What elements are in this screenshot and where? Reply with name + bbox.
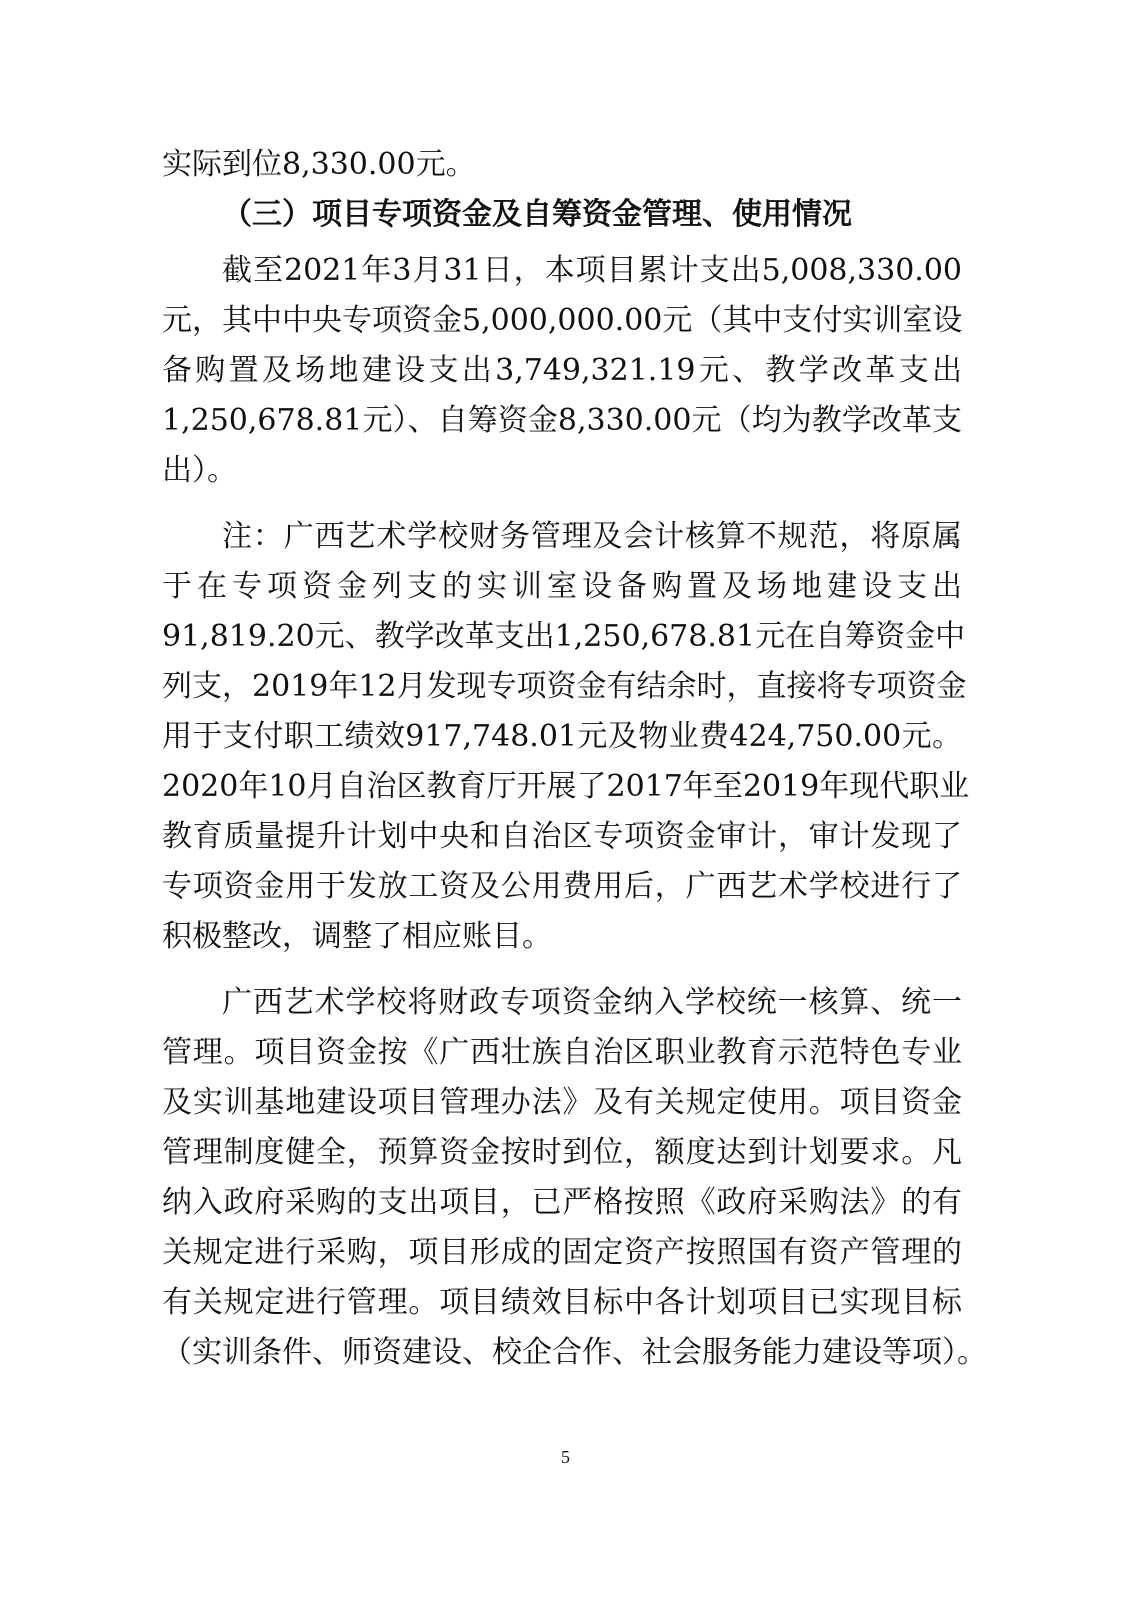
paragraph-line: 备购置及场地建设支出3,749,321.19元、教学改革支出 — [162, 353, 962, 388]
paragraph-line: 专项资金用于发放工资及公用费用后，广西艺术学校进行了 — [162, 869, 962, 904]
spacer — [162, 496, 962, 512]
document-page — [162, 140, 987, 1378]
paragraph-note — [162, 512, 970, 962]
paragraph-expenditure-summary — [162, 246, 962, 496]
paragraph-line: 广西艺术学校将财政专项资金纳入学校统一核算、统一 — [222, 985, 962, 1020]
paragraph-line: 元，其中中央专项资金5,000,000.00元（其中支付实训室设 — [162, 303, 963, 338]
paragraph-line: 出）。 — [162, 453, 237, 488]
spacer — [162, 962, 962, 978]
paragraph-line: 于在专项资金列支的实训室设备购置及场地建设支出 — [162, 569, 962, 604]
paragraph-line: 纳入政府采购的支出项目，已严格按照《政府采购法》的有 — [162, 1185, 962, 1220]
section-heading: （三）项目专项资金及自筹资金管理、使用情况 — [222, 197, 852, 232]
paragraph-line: 及实训基地建设项目管理办法》及有关规定使用。项目资金 — [162, 1085, 962, 1120]
paragraph-line: 积极整改，调整了相应账目。 — [162, 919, 552, 954]
paragraph-line: （实训条件、师资建设、校企合作、社会服务能力建设等项）。 — [162, 1335, 987, 1370]
paragraph-line: 注：广西艺术学校财务管理及会计核算不规范，将原属 — [222, 519, 962, 554]
paragraph-line: 91,819.20元、教学改革支出1,250,678.81元在自筹资金中 — [162, 619, 966, 654]
paragraph-line: 2020年10月自治区教育厅开展了2017年至2019年现代职业 — [162, 769, 970, 804]
paragraph-line: 管理。项目资金按《广西壮族自治区职业教育示范特色专业 — [162, 1035, 962, 1070]
paragraph-line: 关规定进行采购，项目形成的固定资产按照国有资产管理的 — [162, 1235, 962, 1270]
page-number: 5 — [561, 1447, 570, 1467]
paragraph-line: 有关规定进行管理。项目绩效目标中各计划项目已实现目标 — [162, 1285, 962, 1320]
intro-line: 实际到位8,330.00元。 — [162, 147, 476, 182]
paragraph-line: 用于支付职工绩效917,748.01元及物业费424,750.00元。 — [162, 719, 962, 754]
paragraph-line: 截至2021年3月31日，本项目累计支出5,008,330.00 — [222, 253, 962, 288]
paragraph-management — [162, 978, 987, 1378]
paragraph-line: 管理制度健全，预算资金按时到位，额度达到计划要求。凡 — [162, 1135, 962, 1170]
paragraph-line: 1,250,678.81元）、自筹资金8,330.00元（均为教学改革支 — [162, 403, 962, 438]
paragraph-line: 教育质量提升计划中央和自治区专项资金审计，审计发现了 — [162, 819, 962, 854]
paragraph-line: 列支，2019年12月发现专项资金有结余时，直接将专项资金 — [162, 669, 967, 704]
